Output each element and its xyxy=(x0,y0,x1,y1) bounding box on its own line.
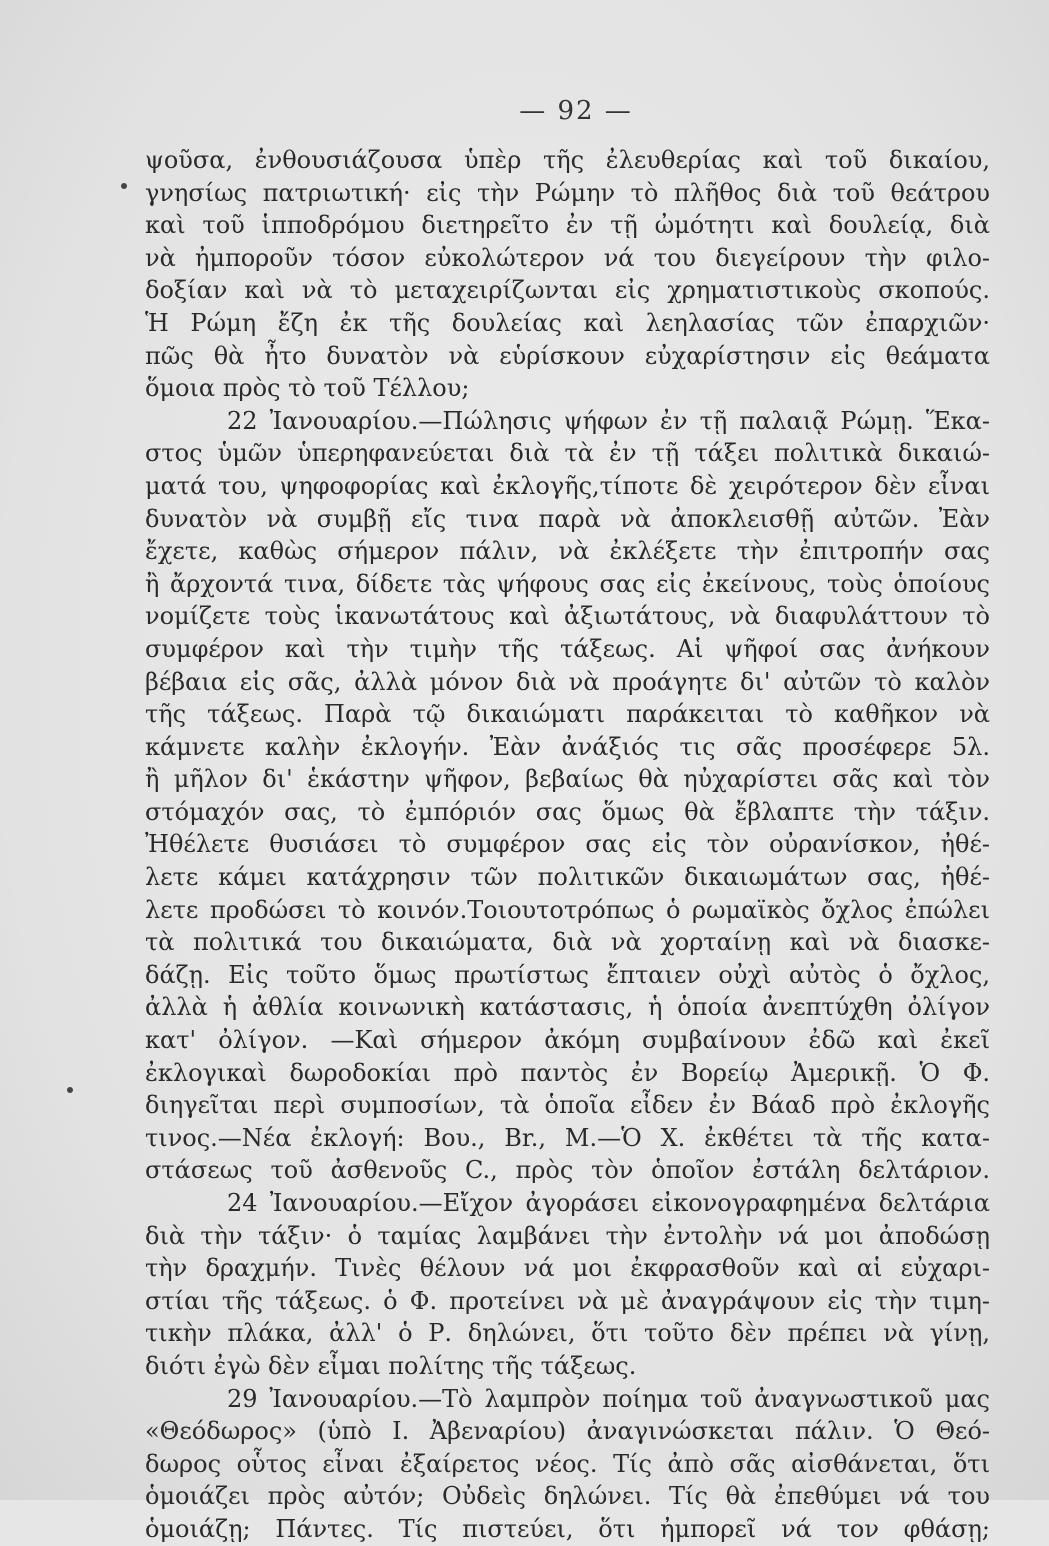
text-line: στάσεως τοῦ ἀσθενοῦς C., πρὸς τὸν ὁποῖον ἐστάλη δελτάριον. xyxy=(145,1156,990,1185)
text-line: ἢ ἄρχοντά τινα, δίδετε τὰς ψήφους σας εἰς ἐκείνους, τοὺς ὁποίους xyxy=(145,569,990,598)
text-line: στίαι τῆς τάξεως. ὁ Φ. προτείνει νὰ μὲ ἀναγράψουν εἰς τὴν τιμη- xyxy=(145,1286,990,1315)
text-line: Ἠθέλετε θυσιάσει τὸ συμφέρον σας εἰς τὸν οὐρανίσκον, ἠθέ- xyxy=(145,830,990,859)
text-line: τινος.—Νέα ἐκλογή: Βου., Br., M.—Ὁ Χ. ἐκθέτει τὰ τῆς κατα- xyxy=(145,1123,990,1152)
text-line: στόμαχόν σας, τὸ ἐμπόριόν σας ὅμως θὰ ἔβλαπτε τὴν τάξιν. xyxy=(145,797,990,826)
body-text xyxy=(145,144,990,1546)
text-line: κάμνετε καλὴν ἐκλογήν. Ἐὰν ἀνάξιός τις σᾶς προσέφερε 5λ. xyxy=(145,732,990,761)
text-line: δάζῃ. Εἰς τοῦτο ὅμως πρωτίστως ἔπταιεν οὐχὶ αὐτὸς ὁ ὄχλος, xyxy=(145,960,990,989)
page-number: — 92 — xyxy=(519,96,633,126)
text-line: ἀλλὰ ἡ ἀθλία κοινωνικὴ κατάστασις, ἡ ὁποία ἀνεπτύχθη ὀλίγον xyxy=(145,993,990,1022)
text-line: συμφέρον καὶ τὴν τιμὴν τῆς τάξεως. Αἱ ψῆφοί σας ἀνήκουν xyxy=(145,634,990,663)
text-line: διηγεῖται περὶ συμποσίων, τὰ ὁποῖα εἶδεν ἐν Βάαδ πρὸ ἐκλογῆς xyxy=(145,1091,990,1120)
margin-dot-mark xyxy=(121,183,127,189)
text-line: «Θεόδωρος» (ὑπὸ Ι. Ἀβεναρίου) ἀναγινώσκεται πάλιν. Ὁ Θεό- xyxy=(145,1417,990,1446)
text-line: ὁμοιάζει πρὸς αὐτόν; Οὐδεὶς δηλώνει. Τίς θὰ ἐπεθύμει νά του xyxy=(145,1482,990,1511)
text-line: λετε προδώσει τὸ κοινόν.Τοιουτοτρόπως ὁ ρωμαϊκὸς ὄχλος ἐπώλει xyxy=(145,895,990,924)
text-line: 24 Ἰανουαρίου.—Εἴχον ἀγοράσει εἰκονογραφημένα δελτάρια xyxy=(227,1189,990,1217)
text-line: γνησίως πατριωτική· εἰς τὴν Ρώμην τὸ πλῆθος διὰ τοῦ θεάτρου xyxy=(145,178,990,207)
text-line: διότι ἐγὼ δὲν εἶμαι πολίτης τῆς τάξεως. xyxy=(145,1351,637,1380)
text-line: ματά του, ψηφοφορίας καὶ ἐκλογῆς,τίποτε δὲ χειρότερον δὲν εἶναι xyxy=(145,471,990,500)
text-line: ἢ μῆλον δι' ἑκάστην ψῆφον, βεβαίως θὰ ηὐχαρίστει σᾶς καὶ τὸν xyxy=(145,765,990,794)
text-line: ἐκλογικαὶ δωροδοκίαι πρὸ παντὸς ἐν Βορείῳ Ἀμερικῇ. Ὁ Φ. xyxy=(145,1058,990,1087)
text-line: στος ὑμῶν ὑπερηφανεύεται διὰ τὰ ἐν τῇ τάξει πολιτικὰ δικαιώ- xyxy=(145,439,990,468)
text-line: δωρος οὗτος εἶναι ἐξαίρετος νέος. Τίς ἀπὸ σᾶς αἰσθάνεται, ὅτι xyxy=(145,1449,990,1478)
text-line: βέβαια εἰς σᾶς, ἀλλὰ μόνον διὰ νὰ προάγητε δι' αὐτῶν τὸ καλὸν xyxy=(145,667,990,696)
text-line: δοξίαν καὶ νὰ τὸ μεταχειρίζωνται εἰς χρηματιστικοὺς σκοπούς. xyxy=(145,276,990,305)
text-line: τὰ πολιτικά του δικαιώματα, διὰ νὰ χορταίνῃ καὶ νὰ διασκε- xyxy=(145,928,990,957)
text-line: ὁμοιάζῃ; Πάντες. Τίς πιστεύει, ὅτι ἠμπορεῖ νά τον φθάσῃ; xyxy=(145,1514,990,1543)
text-line: ψοῦσα, ἐνθουσιάζουσα ὑπὲρ τῆς ἐλευθερίας καὶ τοῦ δικαίου, xyxy=(145,146,990,174)
text-line: κατ' ὀλίγον. —Καὶ σήμερον ἀκόμη συμβαίνουν ἐδῶ καὶ ἐκεῖ xyxy=(145,1026,990,1055)
text-line: δυνατὸν νὰ συμβῇ εἴς τινα παρὰ νὰ ἀποκλεισθῇ αὐτῶν. Ἐὰν xyxy=(145,504,990,533)
text-line: πῶς θὰ ἦτο δυνατὸν νὰ εὑρίσκουν εὐχαρίστησιν εἰς θεάματα xyxy=(145,341,990,370)
text-line: ὅμοια πρὸς τὸ τοῦ Τέλλου; xyxy=(145,374,470,403)
margin-dot-mark xyxy=(67,1087,73,1093)
text-line: νὰ ἠμποροῦν τόσον εὐκολώτερον νά του διεγείρουν τὴν φιλο- xyxy=(145,243,990,272)
text-line: 29 Ἰανουαρίου.—Τὸ λαμπρὸν ποίημα τοῦ ἀναγνωστικοῦ μας xyxy=(227,1384,990,1413)
text-line: 22 Ἰανουαρίου.—Πώλησις ψήφων ἐν τῇ παλαιᾷ Ρώμῃ. Ἕκα- xyxy=(227,406,990,435)
text-line: λετε κάμει κατάχρησιν τῶν πολιτικῶν δικαιωμάτων σας, ἠθέ- xyxy=(145,863,990,892)
text-line: νομίζετε τοὺς ἱκανωτάτους καὶ ἀξιωτάτους, νὰ διαφυλάττουν τὸ xyxy=(145,602,990,631)
text-line: Ἡ Ρώμη ἔζη ἐκ τῆς δουλείας καὶ λεηλασίας τῶν ἐπαρχιῶν· xyxy=(145,308,990,337)
text-line: τῆς τάξεως. Παρὰ τῷ δικαιώματι παράκειται τὸ καθῆκον νὰ xyxy=(145,700,990,729)
text-line: τὴν δραχμήν. Τινὲς θέλουν νά μοι ἐκφρασθοῦν καὶ αἱ εὐχαρι- xyxy=(145,1254,990,1283)
text-line: διὰ τὴν τάξιν· ὁ ταμίας λαμβάνει τὴν ἐντολὴν νά μοι ἀποδώσῃ xyxy=(145,1221,990,1250)
text-line: ἔχετε, καθὼς σήμερον πάλιν, νὰ ἐκλέξετε τὴν ἐπιτροπήν σας xyxy=(145,537,990,566)
text-line: τικὴν πλάκα, ἀλλ' ὁ Ρ. δηλώνει, ὅτι τοῦτο δὲν πρέπει νὰ γίνῃ, xyxy=(145,1319,990,1348)
text-line: καὶ τοῦ ἱπποδρόμου διετηρεῖτο ἐν τῇ ὠμότητι καὶ δουλείᾳ, διὰ xyxy=(145,211,990,240)
